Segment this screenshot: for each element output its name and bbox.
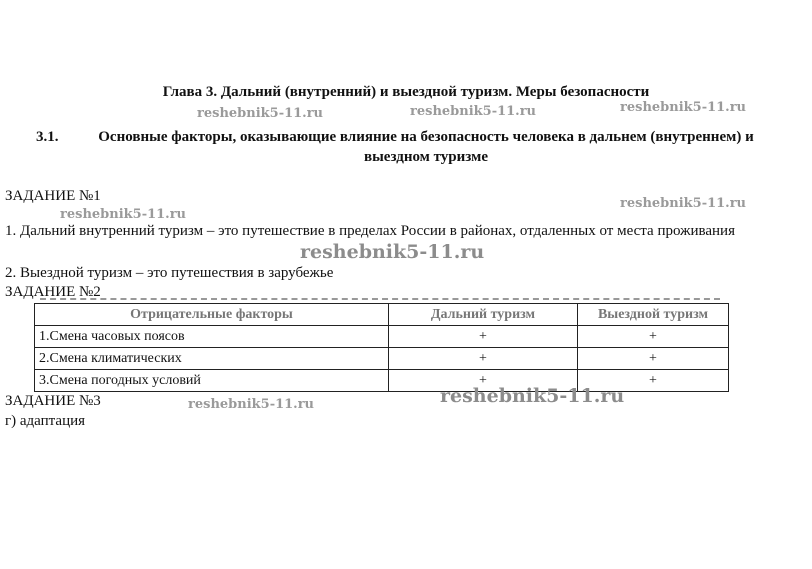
mark-cell: + (578, 370, 729, 392)
task3-answer: г) адаптация (5, 413, 86, 429)
watermark: reshebnik5-11.ru (300, 241, 485, 263)
mark-cell: + (578, 348, 729, 370)
watermark: reshebnik5-11.ru (620, 196, 747, 211)
factor-cell: 1.Смена часовых поясов (35, 326, 389, 348)
task3-heading: ЗАДАНИЕ №3 (5, 393, 101, 409)
factors-table (34, 303, 729, 392)
factor-cell: 3.Смена погодных условий (35, 370, 389, 392)
col-header: Дальний туризм (389, 304, 578, 326)
divider (40, 298, 720, 300)
col-header: Выездной туризм (578, 304, 729, 326)
chapter-title: Глава 3. Дальний (внутренний) и выездной туризм. Меры безопасности (162, 84, 650, 100)
col-header: Отрицательные факторы (35, 304, 389, 326)
watermark: reshebnik5-11.ru (60, 207, 187, 222)
watermark: reshebnik5-11.ru (197, 106, 324, 121)
mark-cell: + (389, 370, 578, 392)
watermark: reshebnik5-11.ru (188, 397, 315, 412)
section-number: 3.1. (36, 129, 59, 145)
mark-cell: + (389, 326, 578, 348)
section-title: Основные факторы, оказывающие влияние на безопасность человека в дальнем (внутреннем) и выездном туризме (98, 129, 754, 165)
task1-definition-2: 2. Выездной туризм – это путешествия в зарубежье (5, 265, 334, 281)
table-row (35, 326, 729, 348)
table-row (35, 348, 729, 370)
factor-cell: 2.Смена климатических (35, 348, 389, 370)
task1-heading: ЗАДАНИЕ №1 (5, 188, 101, 204)
task2-heading: ЗАДАНИЕ №2 (5, 284, 101, 300)
watermark: reshebnik5-11.ru (440, 385, 625, 407)
table-row (35, 370, 729, 392)
watermark: reshebnik5-11.ru (410, 104, 537, 119)
watermark: reshebnik5-11.ru (620, 100, 747, 115)
table-header-row (35, 304, 729, 326)
mark-cell: + (578, 326, 729, 348)
section-heading (36, 127, 776, 167)
task1-definition-1: 1. Дальний внутренний туризм – это путешествие в пределах России в районах, отдаленных от места проживания (5, 223, 735, 239)
mark-cell: + (389, 348, 578, 370)
